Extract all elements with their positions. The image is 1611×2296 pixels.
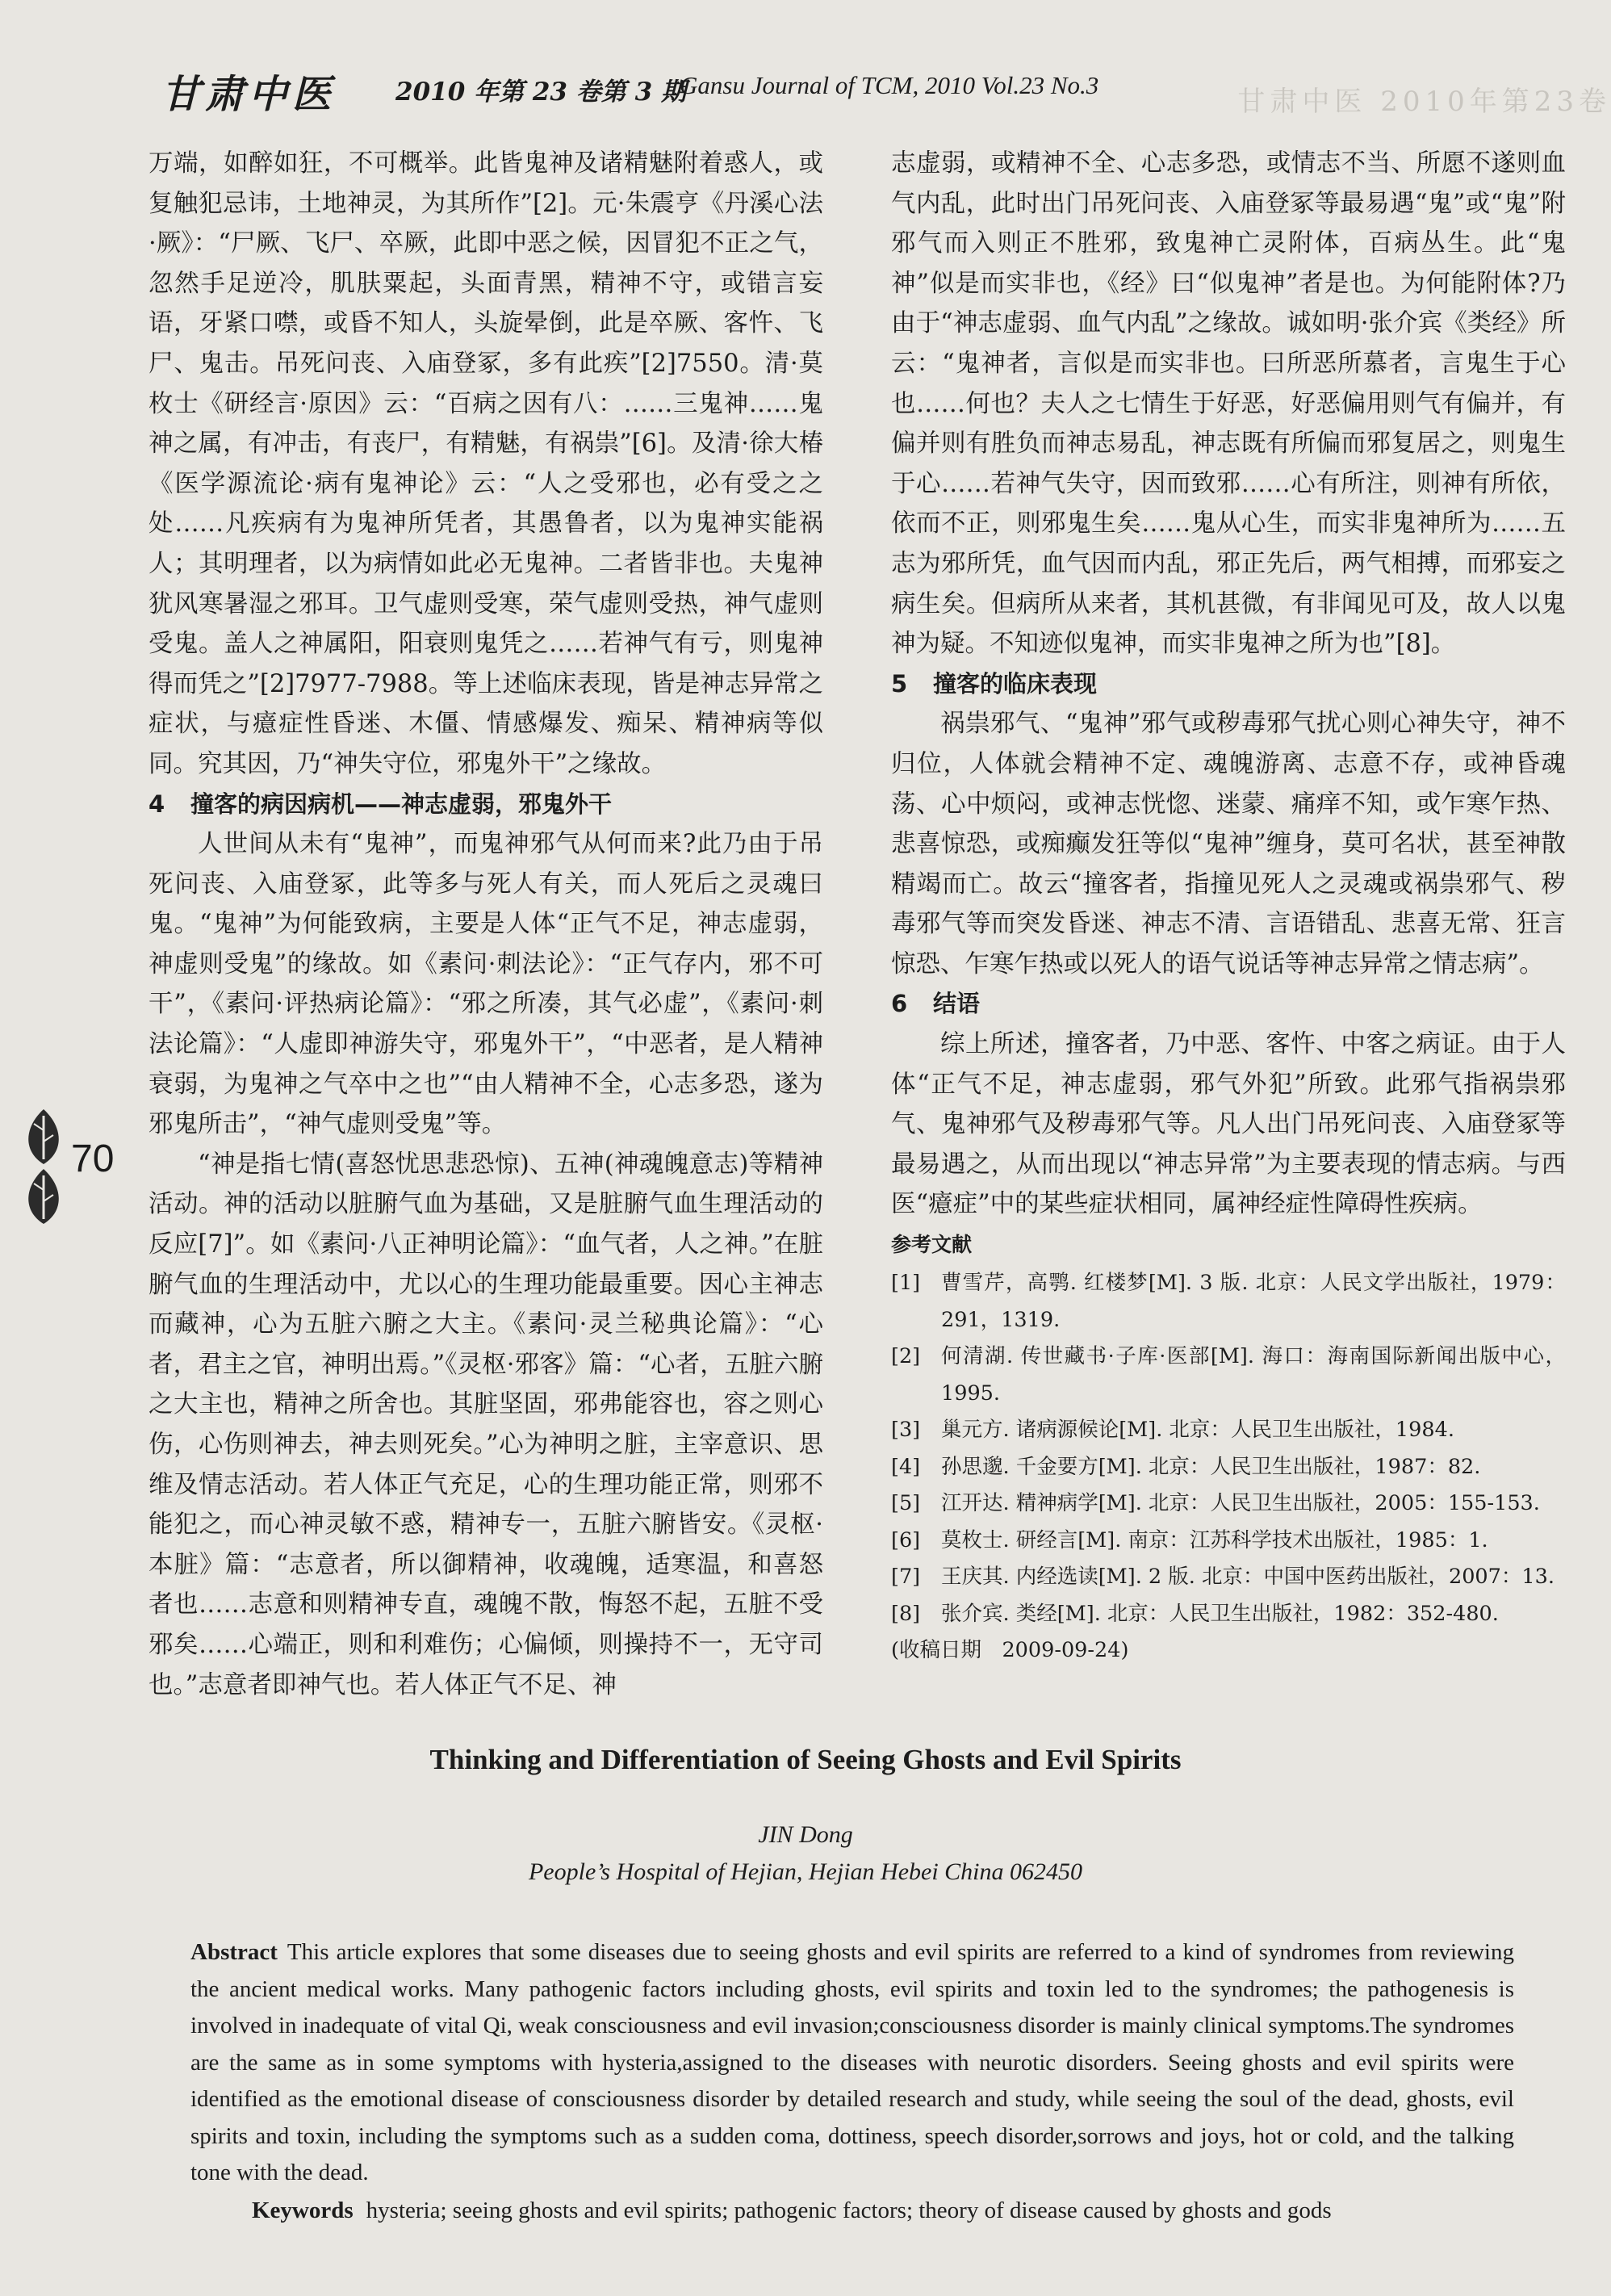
section-heading xyxy=(891,984,1566,1024)
keywords-text: hysteria; seeing ghosts and evil spirits; pathogenic factors; theory of disease caused by ghosts and gods xyxy=(366,2198,1332,2223)
reference-text: 江开达. 精神病学[M]. 北京：人民卫生出版社，2005：155-153. xyxy=(941,1491,1540,1516)
right-column xyxy=(891,144,1566,1726)
english-keywords xyxy=(252,2193,1575,2229)
received-date: (收稿日期 2009-09-24) xyxy=(891,1638,1129,1663)
reference-number: [7] xyxy=(891,1565,921,1590)
reference-number: [6] xyxy=(891,1527,921,1552)
journal-logo: 甘肃中医 xyxy=(161,72,337,117)
reference-item xyxy=(891,1485,1566,1523)
paragraph: 志虚弱，或精神不全、心志多恐，或情志不当、所愿不遂则血气内乱，此时出门吊死问丧、入庙登冢等最易遇“鬼”或“鬼”附邪气而入则正不胜邪，致鬼神亡灵附体，百病丛生。此“鬼神”似是而实非也，《经》曰“似鬼神”者是也。为何能附体?乃由于“神志虚弱、血气内乱”之缘故。诚如明·张介宾《类经》所云：“鬼神者，言似是而实非也。曰所恶所慕者，言鬼生于心也……何也？夫人之七情生于好恶，好恶偏用则气有偏并，有偏并则有胜负而神志易乱，神志既有所偏而邪复居之，则鬼生于心……若神气失守，因而致邪……心有所注，则神有所依，依而不正，则邪鬼生矣……鬼从心生，而实非鬼神所为……五志为邪所凭，血气因而内乱，邪正先后，两气相搏，而邪妄之病生矣。但病所从来者，其机甚微，有非闻见可及，故人以鬼神为疑。不知迹似鬼神，而实非鬼神之所为也”[8]。 xyxy=(891,149,1566,659)
reference-item xyxy=(891,1265,1566,1339)
section-title: 撞客的临床表现 xyxy=(933,669,1098,698)
reference-text: 巢元方. 诸病源候论[M]. 北京：人民卫生出版社，1984. xyxy=(941,1418,1454,1443)
page-number: 70 xyxy=(71,1138,115,1180)
issue-info-en: Gansu Journal of TCM, 2010 Vol.23 No.3 xyxy=(680,71,1099,99)
reference-number: [8] xyxy=(891,1601,921,1626)
english-author: JIN Dong xyxy=(758,1821,853,1848)
reference-number: [5] xyxy=(891,1491,921,1516)
section-number: 4 xyxy=(149,790,165,818)
issue-info-zh: 2010 年第 23 卷第 3 期 xyxy=(395,78,686,107)
reference-text: 王庆其. 内经选读[M]. 2 版. 北京：中国中医药出版社，2007：13. xyxy=(941,1565,1555,1590)
bleed-through-text: 甘肃中医 2010年第23卷 xyxy=(1237,86,1611,118)
reference-item xyxy=(891,1412,1566,1449)
reference-text: 张介宾. 类经[M]. 北京：人民卫生出版社，1982：352-480. xyxy=(941,1601,1499,1626)
reference-text: 孙思邈. 千金要方[M]. 北京：人民卫生出版社，1987：82. xyxy=(941,1454,1481,1479)
abstract-label: Abstract xyxy=(190,1939,278,1965)
section-number: 6 xyxy=(891,990,908,1018)
page-header xyxy=(0,50,1611,118)
leaf-ornament-icon xyxy=(19,1106,68,1227)
reference-number: [4] xyxy=(891,1454,921,1479)
keywords-label: Keywords xyxy=(252,2198,354,2223)
reference-text: 何清湖. 传世藏书·子库·医部[M]. 海口：海南国际新闻出版中心，1995. xyxy=(941,1344,1566,1406)
paragraph: 万端，如醉如狂，不可概举。此皆鬼神及诸精魅附着惑人，或复触犯忌讳，土地神灵，为其所作”[2]。元·朱震亨《丹溪心法·厥》：“尸厥、飞尸、卒厥，此即中恶之候，因冒犯不正之气，忽然手足逆冷，肌肤粟起，头面青黑，精神不守，或错言妄语，牙紧口噤，或昏不知人，头旋晕倒，此是卒厥、客忤、飞尸、鬼击。吊死问丧、入庙登冢，多有此疾”[2]7550。清·莫枚士《研经言·原因》云：“百病之因有八：……三鬼神……鬼神之属，有冲击，有丧尸，有精魅，有祸祟”[6]。及清·徐大椿《医学源流论·病有鬼神论》云：“人之受邪也，必有受之之处……凡疾病有为鬼神所凭者，其愚鲁者，以为鬼神实能祸人；其明理者，以为病情如此必无鬼神。二者皆非也。夫鬼神犹风寒暑湿之邪耳。卫气虚则受寒，荣气虚则受热，神气虚则受鬼。盖人之神属阳，阳衰则鬼凭之……若神气有亏，则鬼神得而凭之”[2]7977-7988。等上述临床表现，皆是神志异常之症状，与癔症性昏迷、木僵、情感爆发、痴呆、精神病等似同。究其因，乃“神失守位，邪鬼外干”之缘故。 xyxy=(149,149,823,778)
english-abstract xyxy=(190,1934,1514,2192)
reference-number: [2] xyxy=(891,1344,921,1369)
reference-item xyxy=(891,1523,1566,1560)
reference-item xyxy=(891,1339,1566,1412)
paragraph: 祸祟邪气、“鬼神”邪气或秽毒邪气扰心则心神失守，神不归位，人体就会精神不定、魂魄游离、志意不存，或神昏魂荡、心中烦闷，或神志恍惚、迷蒙、痛痒不知，或乍寒乍热、悲喜惊恐，或痴癫发狂等似“鬼神”缠身，莫可名状，甚至神散精竭而亡。故云“撞客者，指撞见死人之灵魂或祸祟邪气、秽毒邪气等而突发昏迷、神志不清、言语错乱、悲喜无常、狂言惊恐、乍寒乍热或以死人的语气说话等神志异常之情志病”。 xyxy=(891,710,1566,978)
references-heading: 参考文献 xyxy=(891,1233,973,1257)
section-heading xyxy=(149,785,823,825)
reference-number: [1] xyxy=(891,1271,921,1296)
english-affiliation: People’s Hospital of Hejian, Hejian Hebei China 062450 xyxy=(528,1858,1083,1885)
reference-text: 曹雪芹，高鹗. 红楼梦[M]. 3 版. 北京：人民文学出版社，1979：291，1319. xyxy=(941,1271,1566,1332)
section-title: 结语 xyxy=(933,990,981,1018)
english-title: Thinking and Differentiation of Seeing Ghosts and Evil Spirits xyxy=(429,1744,1182,1775)
reference-item xyxy=(891,1596,1566,1633)
section-title: 撞客的病因病机——神志虚弱，邪鬼外干 xyxy=(190,790,613,818)
reference-item xyxy=(891,1449,1566,1486)
section-number: 5 xyxy=(891,669,908,698)
paragraph: “神是指七情(喜怒忧思悲恐惊)、五神(神魂魄意志)等精神活动。神的活动以脏腑气血为基础，又是脏腑气血生理活动的反应[7]”。如《素问·八正神明论篇》：“血气者，人之神。”在脏腑气血的生理活动中，尤以心的生理功能最重要。因心主神志而藏神，心为五脏六腑之大主。《素问·灵兰秘典论篇》：“心者，君主之官，神明出焉。”《灵枢·邪客》篇：“心者，五脏六腑之大主也，精神之所舍也。其脏坚固，邪弗能容也，容之则心伤，心伤则神去，神去则死矣。”心为神明之脏，主宰意识、思维及情志活动。若人体正气充足，心的生理功能正常，则邪不能犯之，而心神灵敏不惑，精神专一，五脏六腑皆安。《灵枢·本脏》篇：“志意者，所以御精神，收魂魄，适寒温，和喜怒者也……志意和则精神专直，魂魄不散，悔怒不起，五脏不受邪矣……心端正，则和利难伤；心偏倾，则操持不一，无守司也。”志意者即神气也。若人体正气不足、神 xyxy=(149,1150,823,1699)
reference-number: [3] xyxy=(891,1418,921,1443)
paragraph: 综上所述，撞客者，乃中恶、客忤、中客之病证。由于人体“正气不足，神志虚弱，邪气外犯”所致。此邪气指祸祟邪气、鬼神邪气及秽毒邪气等。凡人出门吊死问丧、入庙登冢等最易遇之，从而出现以“神志异常”为主要表现的情志病。与西医“癔症”中的某些症状相同，属神经症性障碍性疾病。 xyxy=(891,1030,1566,1219)
reference-text: 莫枚士. 研经言[M]. 南京：江苏科学技术出版社，1985：1. xyxy=(941,1527,1488,1552)
paragraph: 人世间从未有“鬼神”，而鬼神邪气从何而来?此乃由于吊死问丧、入庙登冢，此等多与死人有关，而人死后之灵魂曰鬼。“鬼神”为何能致病，主要是人体“正气不足，神志虚弱，神虚则受鬼”的缘故。如《素问·刺法论》：“正气存内，邪不可干”，《素问·评热病论篇》：“邪之所凑，其气必虚”，《素问·刺法论篇》：“人虚即神游失守，邪鬼外干”，“中恶者，是人精神衰弱，为鬼神之气卒中之也”“由人精神不全，心志多恐，遂为邪鬼所击”，“神气虚则受鬼”等。 xyxy=(149,830,823,1139)
reference-list xyxy=(891,1265,1566,1632)
left-column xyxy=(149,144,823,1726)
section-heading xyxy=(891,664,1566,705)
reference-item xyxy=(891,1559,1566,1596)
abstract-text: This article explores that some diseases due to seeing ghosts and evil spirits are referred to a kind of syndromes from reviewing the ancient medical works. Many pathogenic factors including ghosts, evil spirits and toxin led to the syndromes; the pathogenesis is involved in inadequate of vital Qi, weak consciousness and evil invasion;consciousness disorder is mainly clinical symptoms.The syndromes are the same as in some symptoms with hysteria,assigned to the diseases with neurotic disorders. Seeing ghosts and evil spirits were identified as the emotional disease of consciousness disorder by detailed research and study, while seeing the soul of the dead, ghosts, evil spirits and toxin, including the symptoms such as a sudden coma, dottiness, speech disorder,sorrows and joys, hot or cold, and the talking tone with the dead. xyxy=(190,1939,1514,2185)
